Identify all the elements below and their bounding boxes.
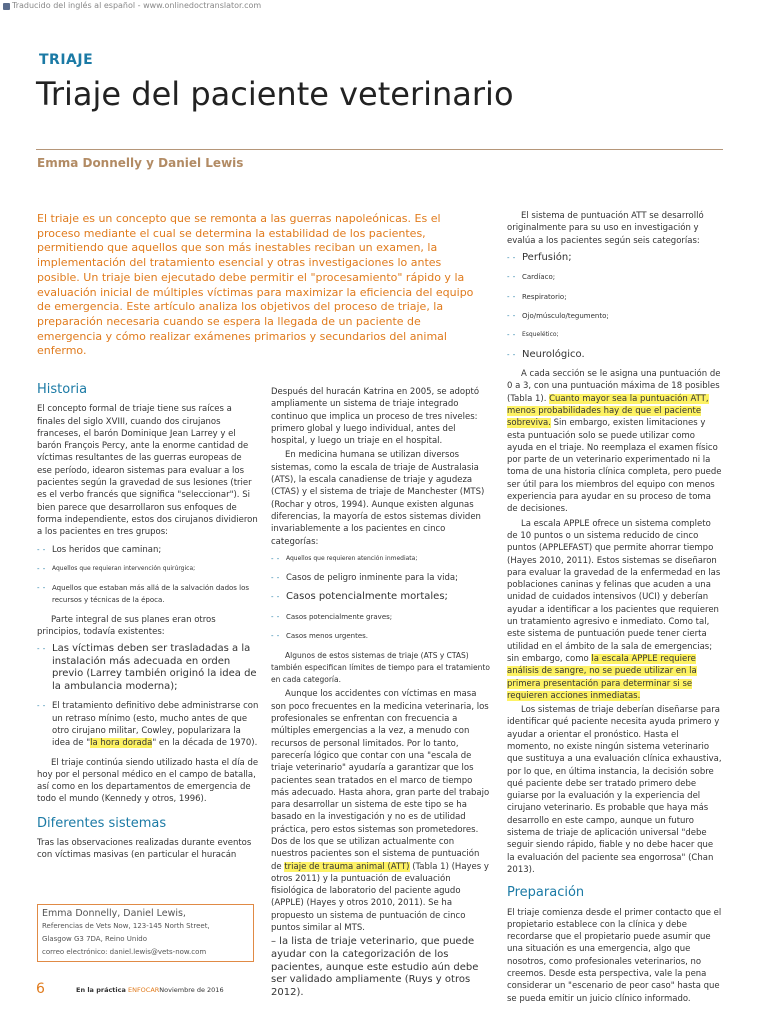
text: A cada sección se le asigna una puntuación de 0 a 3, con una puntuación máxima de 18 posibles (Tabla 1). — [507, 369, 721, 404]
highlight: la escala APPLE requiere análisis de sangre, no se puede utilizar en la primera presentación para determinar si se requieren acciones inmediatas. — [507, 653, 697, 701]
paragraph: Algunos de estos sistemas de triaje (ATS y CTAS) también especifican límites de tiempo para el tratamiento en cada categoría. — [271, 650, 490, 685]
abstract: El triaje es un concepto que se remonta a las guerras napoleónicas. Es el proceso mediante el cual se determina la estabilidad de los pacientes, permitiendo que aquellos que son más inestables reciban un examen, la implementación del tratamiento esencial y otras investigaciones lo antes posible. Un triaje bien ejecutado debe permitir el "procesamiento" rápido y la evaluación inicial de múltiples víctimas para maximizar la eficiencia del equipo de emergencia. Este artículo analiza los objetivos del proceso de triaje, la preparación necesaria cuando se espera la llegada de un paciente de emergencia y cómo realizar exámenes primarios y secundarios del animal enfermo. — [37, 212, 474, 358]
list-item: - - Neurológico. — [507, 349, 723, 362]
text: (Tabla 1) (Hayes y otros 2011) y la puntuación de evaluación fisiológica de laboratorio del paciente agudo (APPLE) (Hayes y otros 2010, 2011). Se ha propuesto un sistema de puntuación de cinco puntos similar al MTS. — [271, 861, 489, 934]
page-number: 6 — [36, 981, 45, 997]
list-item — [37, 700, 259, 749]
paragraph: El sistema de puntuación ATT se desarrolló originalmente para su uso en investigación y evalúa a los pacientes según seis categorías: — [507, 211, 704, 246]
affiliation-names: Emma Donnelly, Daniel Lewis, — [42, 908, 186, 919]
paragraph — [507, 368, 723, 516]
list-item: - - Perfusión; — [507, 252, 723, 265]
list-item: - - Aquellos que requieran intervención quirúrgica; — [37, 563, 259, 575]
att-categories-list — [507, 252, 723, 361]
paragraph: Parte integral de sus planes eran otros principios, todavía existentes: — [37, 614, 216, 638]
column-2 — [271, 386, 491, 1001]
footer-label: En la práctica — [76, 986, 126, 994]
translator-icon — [3, 3, 10, 10]
principles-list — [37, 643, 259, 749]
highlight: triaje de trauma animal (ATT) — [284, 861, 410, 872]
list-item: - - Casos potencialmente mortales; — [271, 591, 491, 604]
paragraph — [271, 688, 491, 934]
translator-link[interactable]: Traducido del inglés al español - www.onlinedoctranslator.com — [12, 1, 262, 10]
title-divider — [36, 149, 723, 150]
translator-bar — [0, 0, 768, 14]
authors: Emma Donnelly y Daniel Lewis — [37, 156, 244, 170]
surgeon-groups-list — [37, 544, 259, 607]
affiliation-city: Glasgow G3 7DA, Reino Unido — [42, 935, 148, 943]
column-3 — [507, 210, 723, 1007]
author-affiliation-box — [37, 904, 254, 962]
text: " en la década de 1970). — [152, 738, 258, 749]
paragraph: – la lista de triaje veterinario, que puede ayudar con la categorización de los pacientes, aunque este estudio aún debe ser validado ampliamente (Ruys y otros 2012). — [271, 936, 479, 998]
footer-date: Noviembre de 2016 — [159, 986, 224, 994]
list-item: - - Ojo/músculo/tegumento; — [507, 310, 723, 322]
list-item: - - Casos potencialmente graves; — [271, 611, 491, 623]
highlight: Cuanto mayor sea la puntuación ATT, menos probabilidades hay de que el paciente sobreviva. — [507, 393, 709, 429]
list-item: - - Aquellos que requieren atención inmediata; — [271, 553, 491, 565]
categories-list — [271, 553, 491, 643]
list-item: - - Los heridos que caminan; — [37, 544, 259, 556]
list-item: - - Las víctimas deben ser trasladadas a la instalación más adecuada en orden previo (Larrey también originó la idea de la ambulancia moderna); — [37, 643, 259, 693]
list-item: - - Cardíaco; — [507, 271, 723, 283]
list-item: - - Respiratorio; — [507, 291, 723, 303]
text: La escala APPLE ofrece un sistema completo de 10 puntos o un sistema reducido de cinco puntos (APPLEFAST) que permite ahorrar tiempo (Hayes 2010, 2011). Estos sistemas se diseñaron para evaluar la gravedad de la enfermedad en las poblaciones caninas y felinas que acuden a una unidad de cuidados intensivos (UCI) y deberían ayudar a identificar a los pacientes que requieren un tratamiento agresivo e inmediato. Como tal, este sistema de puntuación puede tener cierta utilidad en el ámbito de la sala de emergencias; sin embargo, como — [507, 518, 721, 664]
paragraph: Los sistemas de triaje deberían diseñarse para identificar qué paciente necesita ayuda primero y ayudar a orientar el pronóstico. Hasta el momento, no existe ningún sistema veterinario que sustituya a una evaluación clínica exhaustiva, por lo que, en última instancia, la decisión sobre qué paciente debe ser tratado primero debe guiarse por la evaluación y la experiencia del cirujano veterinario. Es probable que haya más desarrollo en este campo, aunque un futuro sistema de triaje de aplicación universal "debe seguir siendo rápido, fiable y no debe hacer que la evaluación del paciente sea engorrosa" (Chan 2013). — [507, 705, 722, 875]
paragraph: El triaje continúa siendo utilizado hasta el día de hoy por el personal médico en el campo de batalla, así como en los departamentos de emergencia de todo el mundo (Kennedy y otros, 1996). — [37, 757, 259, 805]
paragraph: Tras las observaciones realizadas durante eventos con víctimas masivas (en particular el huracán — [37, 838, 252, 861]
footer-brand: ENFOCAR — [127, 986, 160, 994]
paragraph: Después del huracán Katrina en 2005, se adoptó ampliamente un sistema de triaje integrado continuo que implica un proceso de tres niveles: primero global y luego individual, antes del hospital, y luego un triaje en el hospital. — [271, 387, 480, 447]
list-item: - - Esquelético; — [507, 329, 723, 341]
paragraph — [507, 518, 723, 702]
paragraph: El concepto formal de triaje tiene sus raíces a finales del siglo XVIII, cuando dos cirujanos franceses, el barón Dominique Jean Larrey y el barón François Percy, ante la enorme cantidad de víctimas resultantes de las guerras europeas de ese período, idearon sistemas para evaluar a los pacientes según la gravedad de sus lesiones (trier es el verbo francés que significa "seleccionar"). Si bien parece que desarrollaron sus enfoques de forma independiente, estos dos cirujanos dividieron a los pacientes en tres grupos: — [37, 404, 258, 538]
highlight: la hora dorada — [90, 738, 153, 749]
paragraph: El triaje comienza desde el primer contacto que el propietario establece con la clínica y debe recordarse que el propietario puede asumir que una situación es una emergencia, algo que nosotros, como profesionales veterinarios, no creemos. Desde esta perspectiva, vale la pena considerar un "escenario de peor caso" hasta que se pueda emitir un juicio clínico informado. — [507, 907, 722, 1004]
affiliation-email[interactable]: correo electrónico: daniel.lewis@vets-now.com — [42, 948, 207, 956]
affiliation-address: Referencias de Vets Now, 123-145 North Street, — [42, 922, 210, 930]
heading-preparacion: Preparación — [507, 885, 585, 901]
column-1 — [37, 381, 259, 864]
footer-info — [76, 986, 224, 994]
page-title: Triaje del paciente veterinario — [36, 75, 514, 113]
list-item: - - Casos menos urgentes. — [271, 630, 491, 642]
list-item: - - Casos de peligro inminente para la vida; — [271, 572, 491, 584]
list-item: - - Aquellos que estaban más allá de la salvación dados los recursos y técnicas de la época. — [37, 582, 259, 607]
paragraph: En medicina humana se utilizan diversos sistemas, como la escala de triaje de Australasia (ATS), la escala canadiense de triaje y agudeza (CTAS) y el sistema de triaje de Manchester (MTS) (Rochar y otros, 1994). Aunque existen algunas diferencias, la mayoría de estos sistemas dividen invariablemente a los pacientes en cinco categorías: — [271, 450, 485, 547]
text: Aunque los accidentes con víctimas en masa son poco frecuentes en la medicina veterinaria, los profesionales se enfrentan con frecuencia a múltiples emergencias a la vez, a menudo con recursos de personal limitados. Por lo tanto, parecería lógico que contar con una "escala de triaje veterinario" ayudaría a garantizar que los pacientes sean tratados en el marco de tiempo más adecuado. Hasta ahora, gran parte del trabajo para desarrollar un sistema de este tipo se ha basado en la investigación y no es de utilidad práctica, pero estos sistemas son prometedores. Dos de los que se utilizan actualmente con nuestros pacientes son el sistema de puntuación de — [271, 689, 490, 872]
text: Sin embargo, existen limitaciones y esta puntuación solo se puede utilizar como ayuda en el triaje. No reemplaza el examen físico por parte de un veterinario experimentado ni la toma de una historia clínica completa, pero puede ser útil para los miembros del equipo con menos experiencia para ayudar en su proceso de toma de decisiones. — [507, 418, 722, 515]
section-tag: TRIAJE — [39, 52, 94, 68]
heading-historia: Historia — [37, 382, 88, 397]
heading-diferentes-sistemas: Diferentes sistemas — [37, 815, 167, 831]
text: El tratamiento definitivo debe administrarse con un retraso mínimo (esto, mucho antes de que otro cirujano militar, Cowley, popularizara la idea de " — [52, 701, 259, 749]
